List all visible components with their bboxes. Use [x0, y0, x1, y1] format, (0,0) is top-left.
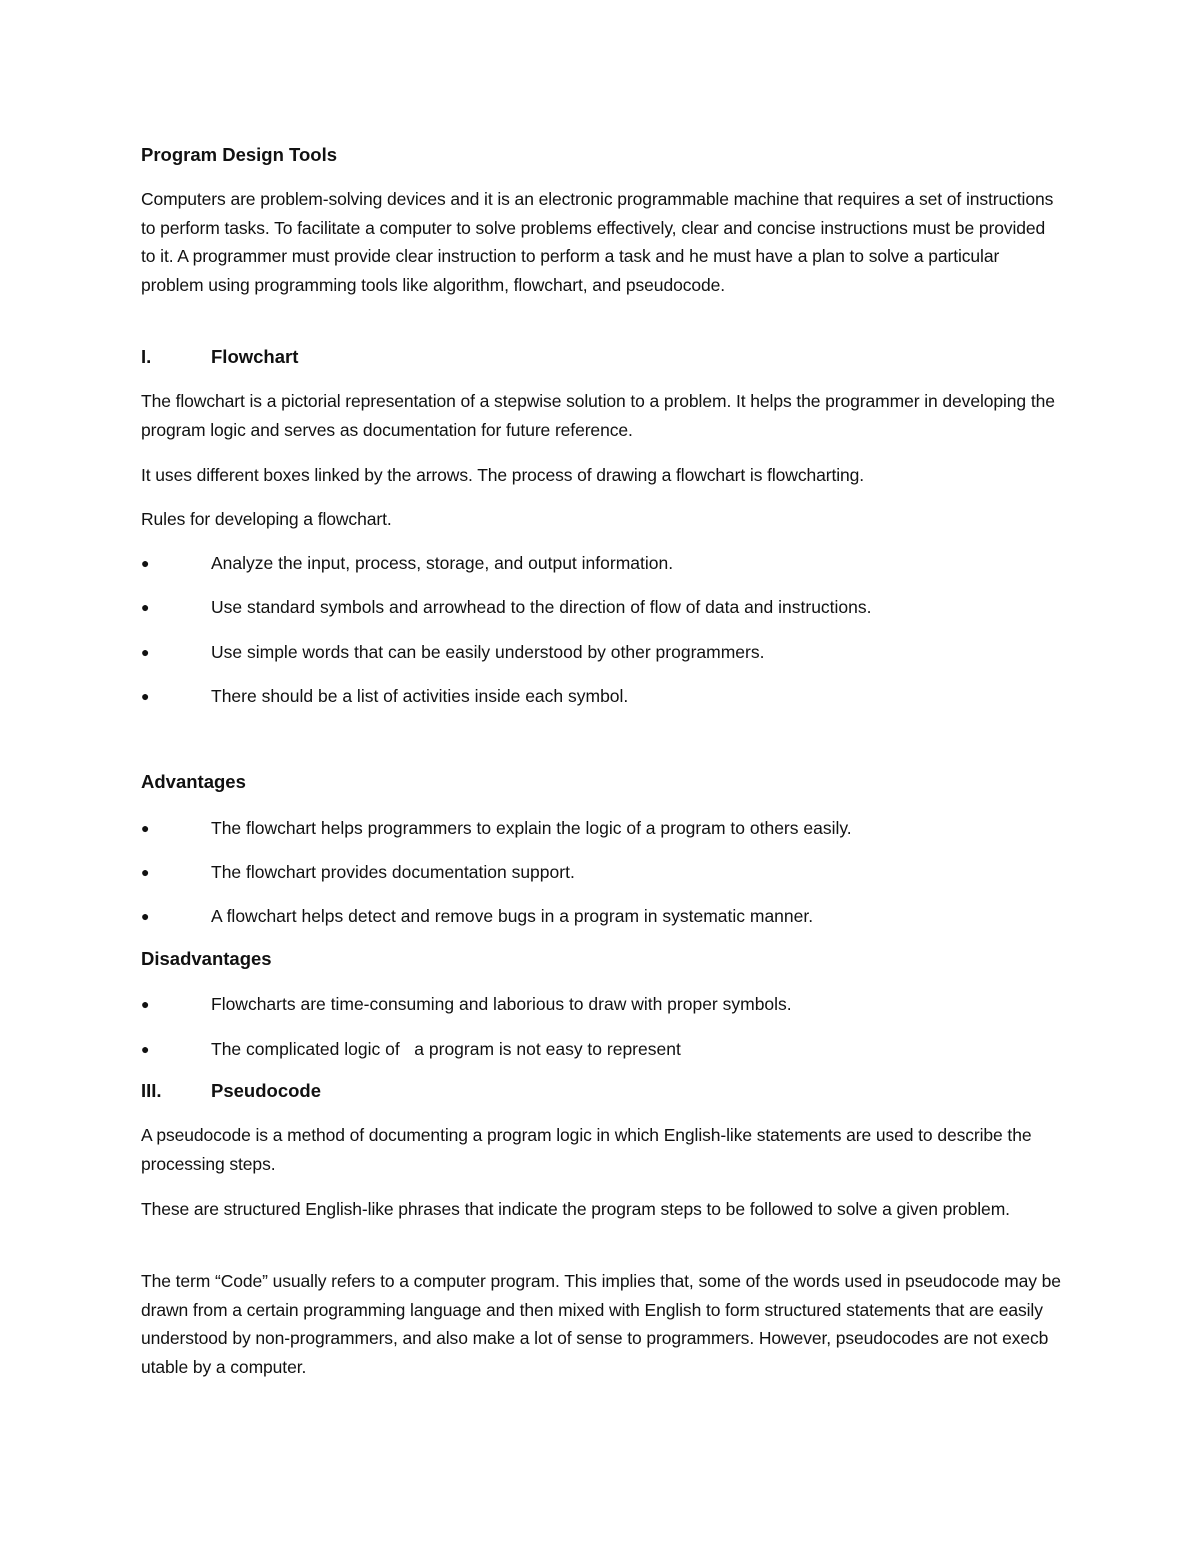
pseudocode-section-title: Pseudocode [211, 1080, 321, 1101]
list-item-text: The flowchart helps programmers to explain the logic of a program to others easily. [211, 818, 852, 838]
pseudocode-heading [141, 1077, 321, 1105]
bullet-icon: ● [141, 644, 150, 660]
list-item [141, 858, 575, 886]
disadvantages-heading: Disadvantages [141, 948, 272, 969]
bullet-icon: ● [141, 996, 150, 1012]
list-item-text: The complicated logic of a program is not easy to represent [211, 1039, 681, 1059]
list-item [141, 638, 764, 666]
bullet-icon: ● [141, 864, 150, 880]
pseudocode-paragraph-1: A pseudocode is a method of documenting a program logic in which English-like statements are used to describe the processing steps. [141, 1125, 1032, 1174]
list-item-text: Use simple words that can be easily understood by other programmers. [211, 642, 765, 662]
bullet-icon: ● [141, 688, 150, 704]
list-item-text: The flowchart provides documentation support. [211, 862, 575, 882]
flowchart-section-title: Flowchart [211, 346, 299, 367]
bullet-icon: ● [141, 908, 150, 924]
flowchart-paragraph-1: The flowchart is a pictorial representation of a stepwise solution to a problem. It helps the programmer in developing the program logic and serves as documentation for future reference. [141, 391, 1055, 440]
list-item-text: Analyze the input, process, storage, and output information. [211, 553, 674, 573]
list-item-text: There should be a list of activities inside each symbol. [211, 686, 629, 706]
bullet-icon: ● [141, 555, 150, 571]
bullet-icon: ● [141, 599, 150, 615]
list-item [141, 814, 852, 842]
bullet-icon: ● [141, 1041, 150, 1057]
intro-paragraph: Computers are problem-solving devices and it is an electronic programmable machine that requires a set of instructions to perform tasks. To facilitate a computer to solve problems effectively, clear and concise instructions must be provided to it. A programmer must provide clear instruction to perform a task and he must have a plan to solve a particular problem using programming tools like algorithm, flowchart, and pseudocode. [141, 189, 1054, 295]
advantages-heading: Advantages [141, 771, 246, 792]
flowchart-section-number: I. [141, 346, 152, 367]
list-item-text: A flowchart helps detect and remove bugs in a program in systematic manner. [211, 906, 814, 926]
pseudocode-paragraph-2: These are structured English-like phrases that indicate the program steps to be followed to solve a given problem. [141, 1199, 1010, 1219]
bullet-icon: ● [141, 820, 150, 836]
pseudocode-paragraph-3: The term “Code” usually refers to a computer program. This implies that, some of the words used in pseudocode may be drawn from a certain programming language and then mixed with English to form structured statements that are easily understood by non-programmers, and also make a lot of sense to programmers. However, pseudocodes are not execb utable by a computer. [141, 1271, 1061, 1377]
pseudocode-section-number: III. [141, 1080, 162, 1101]
list-item [141, 990, 792, 1018]
document-title: Program Design Tools [141, 144, 337, 165]
flowchart-paragraph-2: It uses different boxes linked by the arrows. The process of drawing a flowchart is flowcharting. [141, 465, 865, 485]
list-item-text: Flowcharts are time-consuming and laborious to draw with proper symbols. [211, 994, 792, 1014]
list-item [141, 1035, 681, 1063]
flowchart-heading [141, 343, 298, 371]
list-item [141, 902, 813, 930]
list-item [141, 682, 628, 710]
list-item [141, 593, 872, 621]
list-item [141, 549, 673, 577]
flowchart-rules-intro: Rules for developing a flowchart. [141, 509, 392, 529]
list-item-text: Use standard symbols and arrowhead to the direction of flow of data and instructions. [211, 597, 872, 617]
